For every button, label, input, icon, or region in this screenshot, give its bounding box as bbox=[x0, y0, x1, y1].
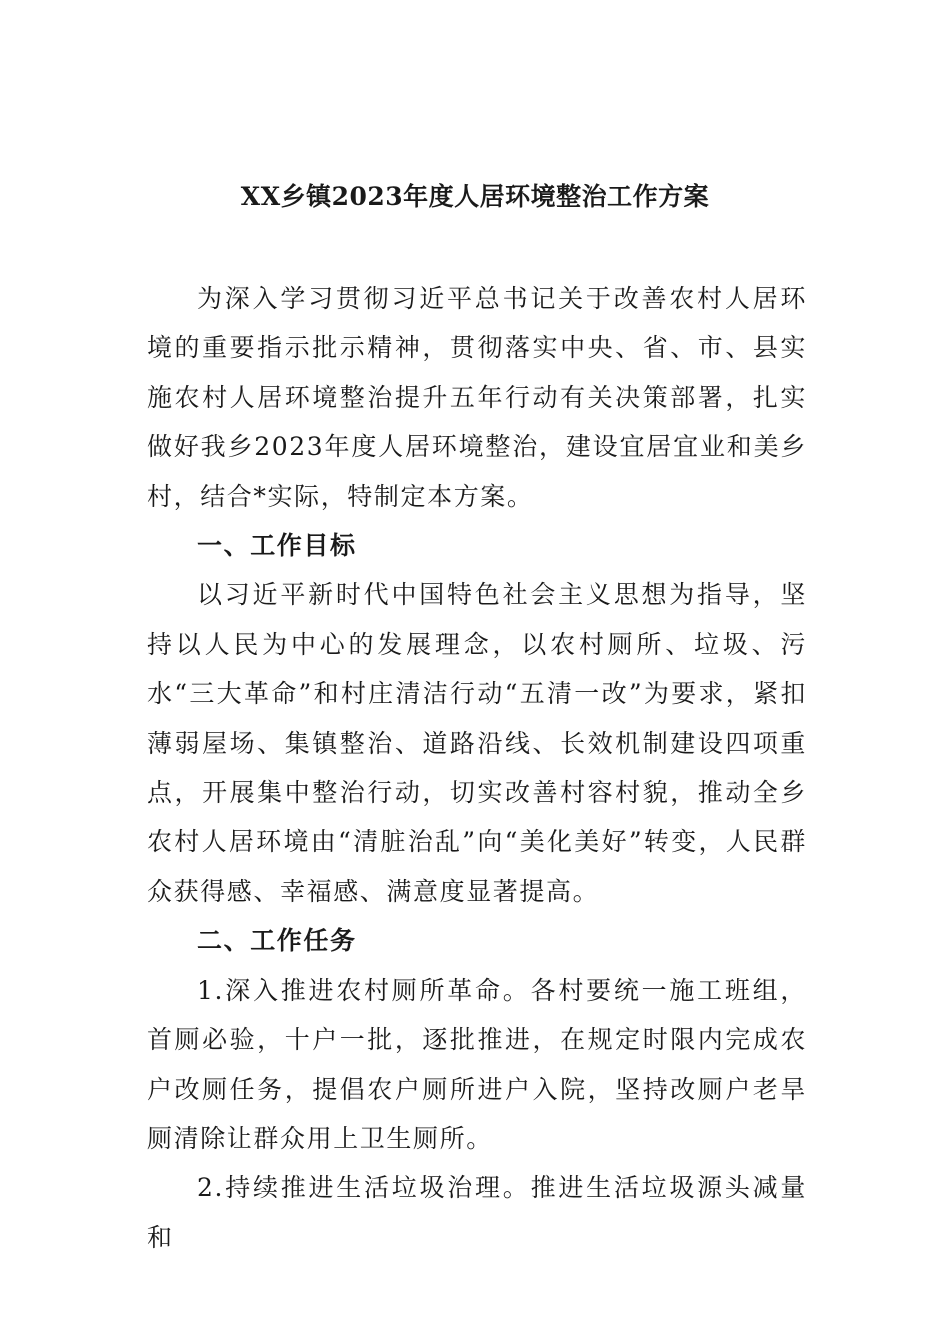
intro-paragraph: 为深入学习贯彻习近平总书记关于改善农村人居环境的重要指示批示精神，贯彻落实中央、省、市、县实施农村人居环境整治提升五年行动有关决策部署，扎实做好我乡2023年度人居环境整治，建设宜居宜业和美乡村，结合*实际，特制定本方案。 bbox=[147, 284, 807, 511]
section-heading-tasks: 二、工作任务 bbox=[197, 926, 357, 956]
document-body bbox=[147, 274, 807, 1262]
task-paragraph-2: 2.持续推进生活垃圾治理。推进生活垃圾源头减量和 bbox=[147, 1173, 807, 1252]
goals-paragraph: 以习近平新时代中国特色社会主义思想为指导，坚持以人民为中心的发展理念，以农村厕所、垃圾、污水“三大革命”和村庄清洁行动“五清一改”为要求，紧扣薄弱屋场、集镇整治、道路沿线、长效机制建设四项重点，开展集中整治行动，切实改善村容村貌，推动全乡农村人居环境由“清脏治乱”向“美化美好”转变，人民群众获得感、幸福感、满意度显著提高。 bbox=[147, 580, 807, 906]
document-title: XX乡镇2023年度人居环境整治工作方案 bbox=[240, 181, 710, 211]
task-paragraph-1: 1.深入推进农村厕所革命。各村要统一施工班组，首厕必验，十户一批，逐批推进，在规定时限内完成农户改厕任务，提倡农户厕所进户入院，坚持改厕户老旱厕清除让群众用上卫生厕所。 bbox=[147, 975, 807, 1153]
section-heading-goals: 一、工作目标 bbox=[197, 531, 357, 561]
